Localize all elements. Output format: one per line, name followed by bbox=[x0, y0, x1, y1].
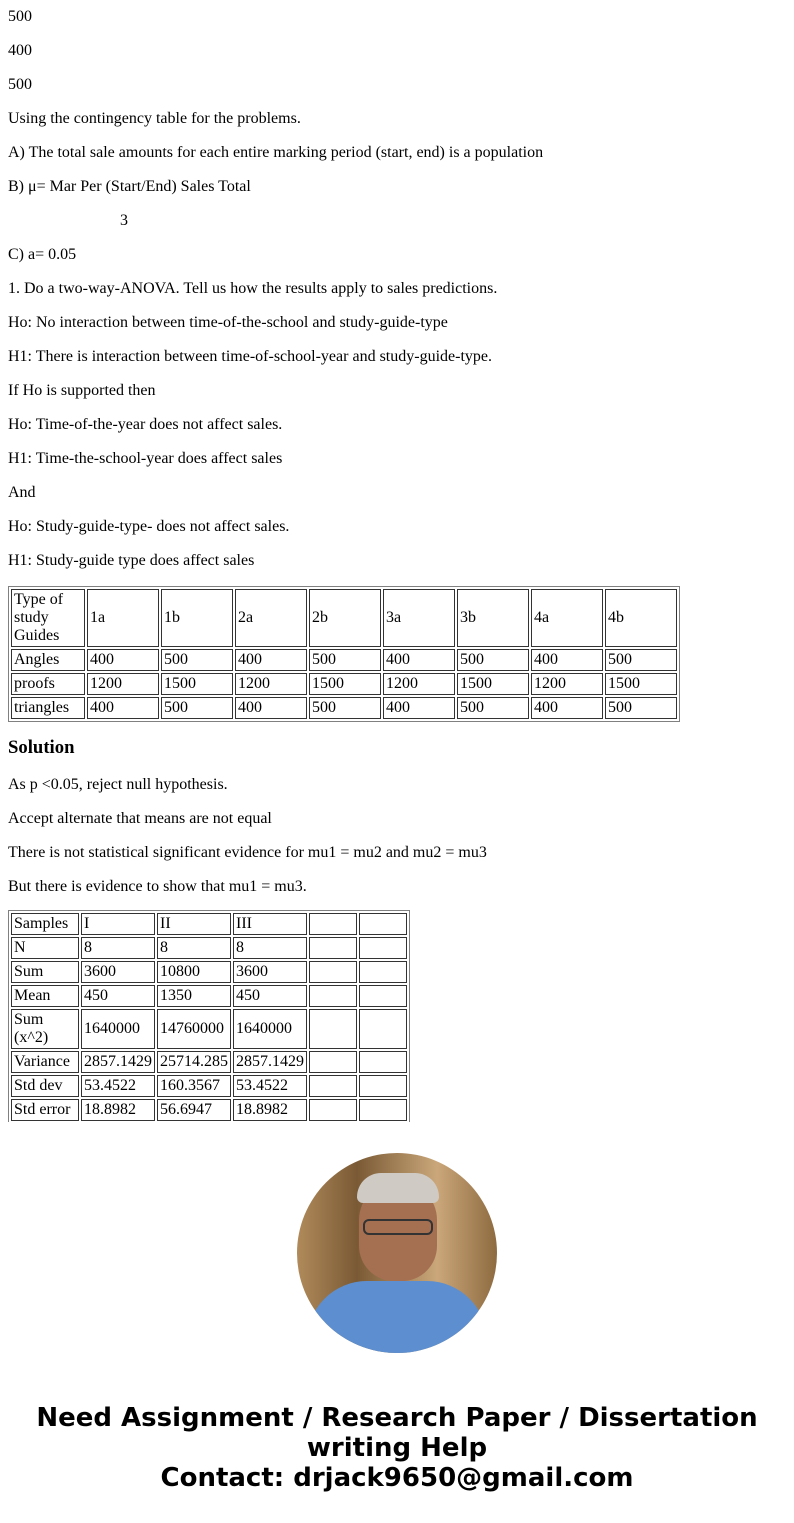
paragraph: 500 bbox=[8, 76, 32, 93]
table-row bbox=[11, 1009, 407, 1049]
table-cell: Sum (x^2) bbox=[11, 1009, 79, 1049]
table-cell: 10800 bbox=[157, 961, 231, 983]
table-cell: 1500 bbox=[309, 673, 381, 695]
table-row bbox=[11, 985, 407, 1007]
table-cell: Type of study Guides bbox=[11, 589, 85, 647]
table-cell: 4a bbox=[531, 589, 603, 647]
table-cell bbox=[309, 985, 357, 1007]
paragraph: Using the contingency table for the problems. bbox=[8, 110, 301, 127]
table-row bbox=[11, 673, 677, 695]
table-row bbox=[11, 1099, 407, 1121]
table-cell: 1b bbox=[161, 589, 233, 647]
table-cell: 500 bbox=[457, 649, 529, 671]
paragraph: H1: Time-the-school-year does affect sales bbox=[8, 450, 283, 467]
table-cell: 1a bbox=[87, 589, 159, 647]
table-row bbox=[11, 961, 407, 983]
table-cell: Mean bbox=[11, 985, 79, 1007]
table-cell: 8 bbox=[157, 937, 231, 959]
paragraph: As p <0.05, reject null hypothesis. bbox=[8, 776, 228, 793]
table-cell: 500 bbox=[309, 697, 381, 719]
table-cell bbox=[359, 1099, 407, 1121]
table-row bbox=[11, 937, 407, 959]
contingency-table bbox=[8, 586, 680, 722]
paragraph: But there is evidence to show that mu1 = mu3. bbox=[8, 878, 307, 895]
paragraph: There is not statistical significant evidence for mu1 = mu2 and mu2 = mu3 bbox=[8, 844, 487, 861]
table-cell: 500 bbox=[309, 649, 381, 671]
table-cell: 400 bbox=[383, 649, 455, 671]
table-cell: 56.6947 bbox=[157, 1099, 231, 1121]
paragraph: 400 bbox=[8, 42, 32, 59]
table-cell: 18.8982 bbox=[81, 1099, 155, 1121]
table-cell: 53.4522 bbox=[81, 1075, 155, 1097]
table-cell: 2b bbox=[309, 589, 381, 647]
table-cell: 1640000 bbox=[81, 1009, 155, 1049]
table-cell: 2857.1429 bbox=[233, 1051, 307, 1073]
table-row bbox=[11, 1075, 407, 1097]
sample-stats-table bbox=[8, 910, 410, 1122]
table-cell: 160.3567 bbox=[157, 1075, 231, 1097]
table-cell bbox=[359, 961, 407, 983]
promo-line: Need Assignment / Research Paper / Dissertation writing Help bbox=[36, 1403, 758, 1463]
table-cell: 1640000 bbox=[233, 1009, 307, 1049]
table-cell: 8 bbox=[81, 937, 155, 959]
table-cell: II bbox=[157, 913, 231, 935]
table-cell: 500 bbox=[161, 697, 233, 719]
table-cell: III bbox=[233, 913, 307, 935]
paragraph: If Ho is supported then bbox=[8, 382, 156, 399]
paragraph: Ho: Time-of-the-year does not affect sales. bbox=[8, 416, 283, 433]
table-cell bbox=[309, 1099, 357, 1121]
table-cell bbox=[359, 985, 407, 1007]
paragraph: Ho: No interaction between time-of-the-school and study-guide-type bbox=[8, 314, 448, 331]
table-cell: 53.4522 bbox=[233, 1075, 307, 1097]
table-cell: 3a bbox=[383, 589, 455, 647]
table-cell: 1200 bbox=[235, 673, 307, 695]
table-cell: 14760000 bbox=[157, 1009, 231, 1049]
table-cell: I bbox=[81, 913, 155, 935]
table-cell: 500 bbox=[605, 697, 677, 719]
table-cell: 1500 bbox=[605, 673, 677, 695]
table-cell: 3600 bbox=[233, 961, 307, 983]
table-cell: 400 bbox=[87, 649, 159, 671]
table-cell: 1500 bbox=[457, 673, 529, 695]
paragraph: H1: There is interaction between time-of-school-year and study-guide-type. bbox=[8, 348, 492, 365]
paragraph: B) μ= Mar Per (Start/End) Sales Total bbox=[8, 178, 251, 195]
table-cell bbox=[359, 1075, 407, 1097]
table-cell bbox=[309, 961, 357, 983]
table-row bbox=[11, 1051, 407, 1073]
table-cell: 25714.285 bbox=[157, 1051, 231, 1073]
paragraph: C) a= 0.05 bbox=[8, 246, 77, 263]
table-cell: 450 bbox=[81, 985, 155, 1007]
table-cell bbox=[359, 1051, 407, 1073]
paragraph: And bbox=[8, 484, 36, 501]
table-cell: 500 bbox=[457, 697, 529, 719]
table-cell bbox=[309, 1075, 357, 1097]
table-cell: 400 bbox=[531, 697, 603, 719]
paragraph: Accept alternate that means are not equal bbox=[8, 810, 272, 827]
table-cell: 3b bbox=[457, 589, 529, 647]
paragraph: A) The total sale amounts for each entire marking period (start, end) is a population bbox=[8, 144, 544, 161]
table-cell bbox=[309, 937, 357, 959]
contact-line[interactable]: Contact: drjack9650@gmail.com bbox=[160, 1463, 634, 1493]
table-cell: 400 bbox=[87, 697, 159, 719]
table-row bbox=[11, 589, 677, 647]
table-cell: 1500 bbox=[161, 673, 233, 695]
table-row bbox=[11, 697, 677, 719]
table-cell: 400 bbox=[383, 697, 455, 719]
table-cell bbox=[309, 1009, 357, 1049]
table-cell: 18.8982 bbox=[233, 1099, 307, 1121]
table-cell bbox=[309, 1051, 357, 1073]
table-cell: 1200 bbox=[383, 673, 455, 695]
table-cell: N bbox=[11, 937, 79, 959]
promo-banner bbox=[0, 1403, 794, 1493]
table-cell bbox=[359, 1009, 407, 1049]
table-cell: Sum bbox=[11, 961, 79, 983]
paragraph: 500 bbox=[8, 8, 32, 25]
table-cell: 4b bbox=[605, 589, 677, 647]
table-cell: 500 bbox=[605, 649, 677, 671]
table-cell: 400 bbox=[531, 649, 603, 671]
paragraph: Ho: Study-guide-type- does not affect sales. bbox=[8, 518, 290, 535]
table-cell: 400 bbox=[235, 697, 307, 719]
paragraph: 3 bbox=[120, 212, 128, 229]
table-cell: 500 bbox=[161, 649, 233, 671]
table-cell: 2857.1429 bbox=[81, 1051, 155, 1073]
table-cell: proofs bbox=[11, 673, 85, 695]
table-cell: 2a bbox=[235, 589, 307, 647]
paragraph: H1: Study-guide type does affect sales bbox=[8, 552, 255, 569]
table-cell: 3600 bbox=[81, 961, 155, 983]
table-cell: 450 bbox=[233, 985, 307, 1007]
table-cell bbox=[359, 913, 407, 935]
paragraph: 1. Do a two-way-ANOVA. Tell us how the results apply to sales predictions. bbox=[8, 280, 498, 297]
table-row bbox=[11, 649, 677, 671]
table-cell: Samples bbox=[11, 913, 79, 935]
table-cell: Std dev bbox=[11, 1075, 79, 1097]
table-cell: Variance bbox=[11, 1051, 79, 1073]
table-cell: 1350 bbox=[157, 985, 231, 1007]
table-cell: Angles bbox=[11, 649, 85, 671]
table-cell bbox=[359, 937, 407, 959]
document-content bbox=[8, 0, 788, 1122]
table-cell: 1200 bbox=[531, 673, 603, 695]
table-cell: Std error bbox=[11, 1099, 79, 1121]
table-row bbox=[11, 913, 407, 935]
author-photo bbox=[297, 1153, 497, 1353]
table-cell: triangles bbox=[11, 697, 85, 719]
table-cell: 1200 bbox=[87, 673, 159, 695]
table-cell bbox=[309, 913, 357, 935]
table-cell: 400 bbox=[235, 649, 307, 671]
solution-heading: Solution bbox=[8, 737, 75, 758]
table-cell: 8 bbox=[233, 937, 307, 959]
